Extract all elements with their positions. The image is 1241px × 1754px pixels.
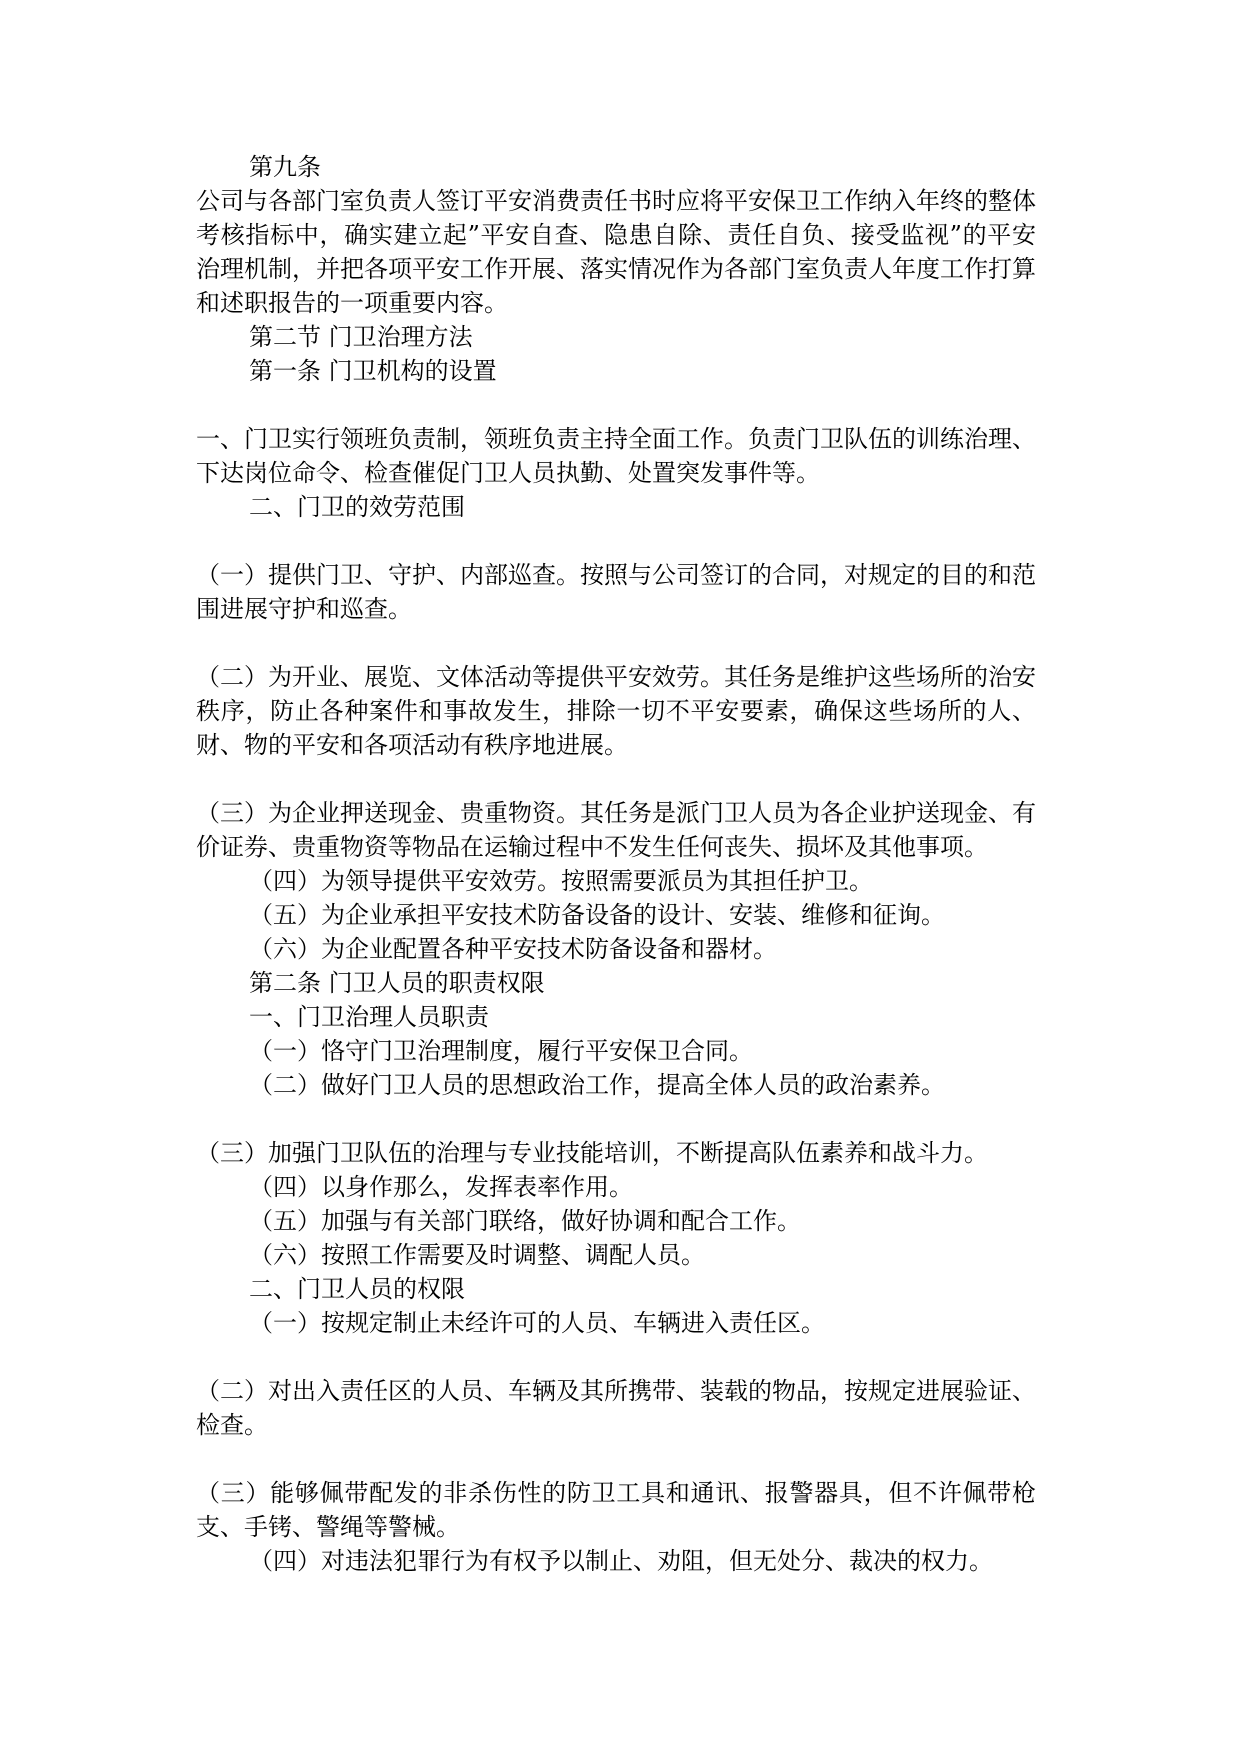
paragraph: （四）为领导提供平安效劳。按照需要派员为其担任护卫。 <box>249 867 873 895</box>
paragraph: （四）对违法犯罪行为有权予以制止、劝阻，但无处分、裁决的权力。 <box>249 1547 993 1575</box>
paragraph: （五）为企业承担平安技术防备设备的设计、安装、维修和征询。 <box>249 901 945 929</box>
paragraph: 第一条 门卫机构的设置 <box>249 357 497 385</box>
paragraph: （五）加强与有关部门联络，做好协调和配合工作。 <box>249 1207 801 1235</box>
paragraph: （四）以身作那么，发挥表率作用。 <box>249 1173 633 1201</box>
paragraph: 一、门卫治理人员职责 <box>249 1003 489 1031</box>
paragraph: （二）对出入责任区的人员、车辆及其所携带、装载的物品，按规定进展验证、检查。 <box>196 1377 1036 1439</box>
paragraph: （六）为企业配置各种平安技术防备设备和器材。 <box>249 935 777 963</box>
paragraph: （三）为企业押送现金、贵重物资。其任务是派门卫人员为各企业护送现金、有价证券、贵重物资等物品在运输过程中不发生任何丧失、损坏及其他事项。 <box>196 799 1036 861</box>
paragraph: 第九条 <box>249 153 321 181</box>
paragraph: 第二节 门卫治理方法 <box>249 323 473 351</box>
paragraph: （三）加强门卫队伍的治理与专业技能培训，不断提高队伍素养和战斗力。 <box>196 1139 988 1167</box>
paragraph: 二、门卫人员的权限 <box>249 1275 465 1303</box>
paragraph: （一）恪守门卫治理制度，履行平安保卫合同。 <box>249 1037 753 1065</box>
paragraph: （二）为开业、展览、文体活动等提供平安效劳。其任务是维护这些场所的治安秩序，防止各种案件和事故发生，排除一切不平安要素，确保这些场所的人、财、物的平安和各项活动有秩序地进展。 <box>196 663 1036 759</box>
paragraph: 一、门卫实行领班负责制，领班负责主持全面工作。负责门卫队伍的训练治理、下达岗位命令、检查催促门卫人员执勤、处置突发事件等。 <box>196 425 1036 487</box>
paragraph: （三）能够佩带配发的非杀伤性的防卫工具和通讯、报警器具，但不许佩带枪支、手铐、警绳等警械。 <box>196 1479 1036 1541</box>
paragraph: （一）按规定制止未经许可的人员、车辆进入责任区。 <box>249 1309 825 1337</box>
paragraph: （一）提供门卫、守护、内部巡查。按照与公司签订的合同，对规定的目的和范围进展守护和巡查。 <box>196 561 1036 623</box>
paragraph: （六）按照工作需要及时调整、调配人员。 <box>249 1241 705 1269</box>
document-body <box>196 150 1036 1578</box>
paragraph: 公司与各部门室负责人签订平安消费责任书时应将平安保卫工作纳入年终的整体考核指标中，确实建立起”平安自查、隐患自除、责任自负、接受监视”的平安治理机制，并把各项平安工作开展、落实情况作为各部门室负责人年度工作打算和述职报告的一项重要内容。 <box>196 187 1036 317</box>
paragraph: （二）做好门卫人员的思想政治工作，提高全体人员的政治素养。 <box>249 1071 945 1099</box>
paragraph: 二、门卫的效劳范围 <box>249 493 465 521</box>
paragraph: 第二条 门卫人员的职责权限 <box>249 969 545 997</box>
